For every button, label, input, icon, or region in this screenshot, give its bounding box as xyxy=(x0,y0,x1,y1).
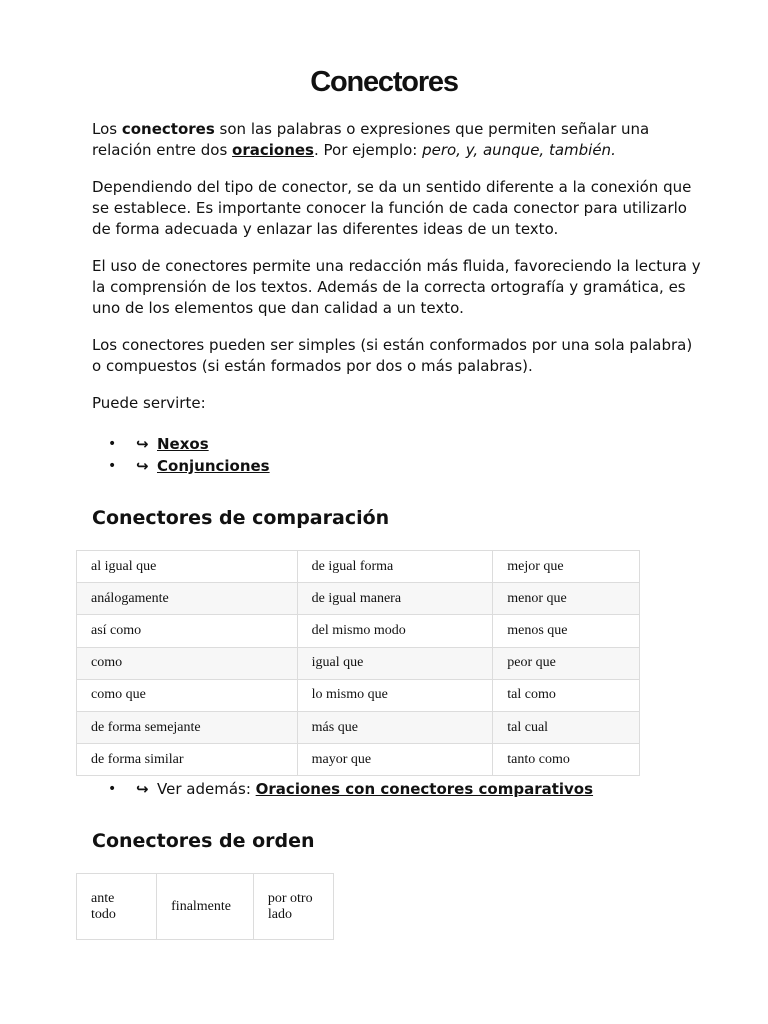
intro-paragraph-3: El uso de conectores permite una redacción más fluida, favoreciendo la lectura y la comprensión de los textos. Además de la correcta ortografía y gramática, es uno de los elementos que dan calidad a un texto. xyxy=(92,257,701,317)
table-cell: tal cual xyxy=(493,711,640,743)
bold-term: conectores xyxy=(121,120,215,138)
table-cell: al igual que xyxy=(77,551,298,583)
table-cell: mayor que xyxy=(297,744,493,776)
page-title: Conectores xyxy=(310,66,458,98)
table-cell: de forma similar xyxy=(77,744,298,776)
text-run: Los xyxy=(92,120,122,138)
examples-text: pero, y, aunque, también. xyxy=(422,140,616,159)
table-cell: más que xyxy=(297,711,493,743)
comparison-table xyxy=(76,550,640,776)
table-cell: lo mismo que xyxy=(297,679,493,711)
table-cell: mejor que xyxy=(493,551,640,583)
table-cell: finalmente xyxy=(157,874,254,940)
table-cell: menor que xyxy=(493,583,640,615)
table-row xyxy=(77,551,640,583)
oraciones-link[interactable]: oraciones xyxy=(232,140,314,159)
conjunciones-link[interactable]: Conjunciones xyxy=(157,457,270,475)
table-row xyxy=(77,647,640,679)
bullet-icon: • xyxy=(108,436,117,452)
table-cell: como xyxy=(77,647,298,679)
table-row xyxy=(77,711,640,743)
table-cell: menos que xyxy=(493,615,640,647)
table-row xyxy=(77,583,640,615)
table-cell: ante todo xyxy=(77,874,157,940)
see-also-prefix: Ver además: xyxy=(157,780,256,798)
table-cell: análogamente xyxy=(77,583,298,615)
table-row xyxy=(77,615,640,647)
intro-paragraph-5: Puede servirte: xyxy=(92,394,206,412)
see-also-line xyxy=(157,778,593,800)
table-cell: así como xyxy=(77,615,298,647)
curved-arrow-icon: ↪ xyxy=(136,457,149,475)
table-cell: como que xyxy=(77,679,298,711)
curved-arrow-icon: ↪ xyxy=(136,435,149,453)
bullet-icon: • xyxy=(108,458,117,474)
table-cell: de igual forma xyxy=(297,551,493,583)
order-heading: Conectores de orden xyxy=(92,830,315,852)
order-table xyxy=(76,873,334,940)
table-row xyxy=(77,744,640,776)
table-cell: de igual manera xyxy=(297,583,493,615)
table-cell: por otro lado xyxy=(253,874,333,940)
table-cell: igual que xyxy=(297,647,493,679)
table-cell: tal como xyxy=(493,679,640,711)
bullet-icon: • xyxy=(108,781,117,797)
intro-paragraph-1 xyxy=(92,119,702,161)
table-cell: tanto como xyxy=(493,744,640,776)
comparison-heading: Conectores de comparación xyxy=(92,507,390,529)
table-cell: peor que xyxy=(493,647,640,679)
text-run: . Por ejemplo: xyxy=(313,140,423,159)
curved-arrow-icon: ↪ xyxy=(136,780,149,798)
table-cell: del mismo modo xyxy=(297,615,493,647)
comparative-sentences-link[interactable]: Oraciones con conectores comparativos xyxy=(255,780,594,798)
table-cell: de forma semejante xyxy=(77,711,298,743)
table-row xyxy=(77,679,640,711)
nexos-link[interactable]: Nexos xyxy=(157,435,209,453)
text-run: son las palabras o expresiones que permiten señalar una relación entre dos xyxy=(92,120,650,159)
table-row xyxy=(77,874,334,940)
intro-paragraph-2: Dependiendo del tipo de conector, se da un sentido diferente a la conexión que se establece. Es importante conocer la función de cada conector para utilizarlo de forma adecuada y enlazar las diferentes ideas de un texto. xyxy=(92,178,692,238)
intro-paragraph-4: Los conectores pueden ser simples (si están conformados por una sola palabra) o compuestos (si están formados por dos o más palabras). xyxy=(92,336,693,375)
